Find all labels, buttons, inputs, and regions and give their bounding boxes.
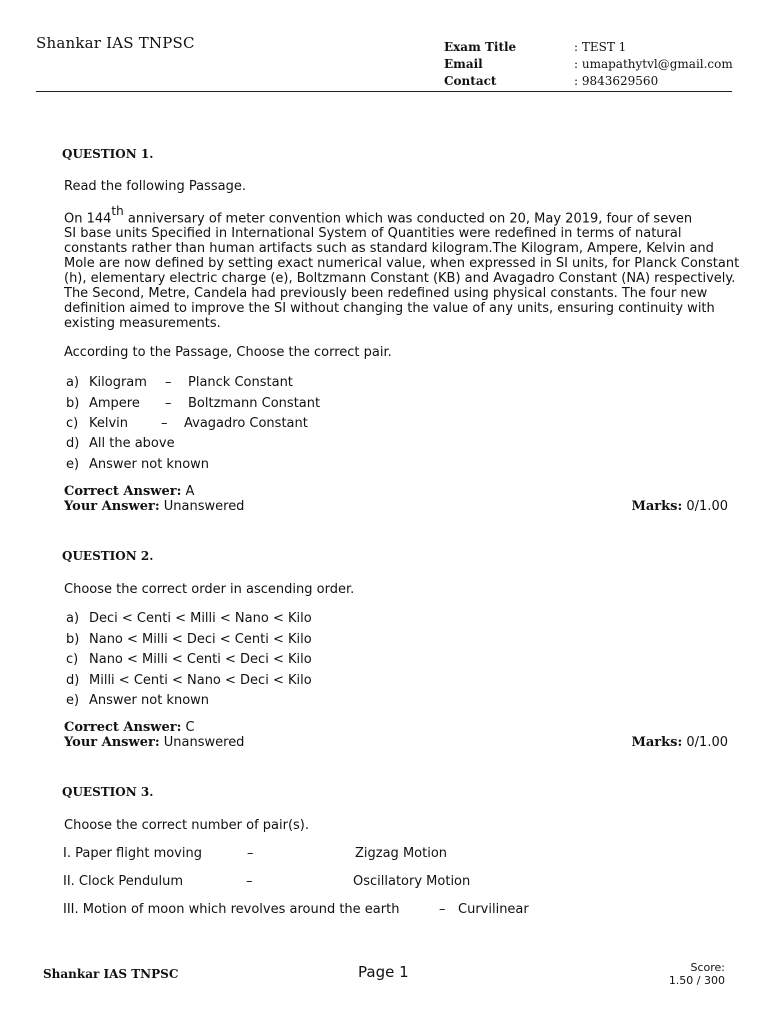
question-2-option-e[interactable] — [66, 693, 209, 708]
your-answer-label: Your Answer: — [64, 735, 160, 750]
question-2-correct-answer — [64, 720, 195, 735]
correct-answer-value: A — [185, 484, 195, 499]
question-1-option-b[interactable] — [66, 396, 320, 411]
question-3-heading: QUESTION 3. — [62, 785, 154, 799]
passage-prefix: On 144 — [64, 211, 112, 227]
email-row — [444, 55, 733, 72]
option-text: Nano < Milli < Centi < Deci < Kilo — [89, 652, 312, 667]
option-right: Avagadro Constant — [184, 416, 308, 431]
email-label: Email — [444, 56, 483, 71]
option-letter: e) — [66, 693, 80, 708]
option-text: Nano < Milli < Deci < Centi < Kilo — [89, 632, 312, 647]
question-1-heading: QUESTION 1. — [62, 147, 154, 161]
option-left: Kilogram — [89, 375, 147, 390]
pair-left: II. Clock Pendulum — [63, 874, 184, 889]
question-2-option-c[interactable] — [66, 652, 312, 667]
option-letter: d) — [66, 436, 80, 451]
option-letter: c) — [66, 652, 79, 667]
score-label: Score: — [690, 961, 725, 974]
pair-dash: – — [439, 902, 446, 917]
contact-row — [444, 72, 733, 89]
pair-left: I. Paper flight moving — [63, 846, 202, 861]
question-1-option-c[interactable] — [66, 416, 308, 431]
exam-info — [444, 38, 733, 89]
correct-answer-label: Correct Answer: — [64, 484, 182, 499]
footer-brand: Shankar IAS TNPSC — [43, 967, 179, 981]
option-text: All the above — [89, 436, 175, 451]
passage-body: SI base units Specified in International System of Quantities were redefined in terms of natural constants rather than human artifacts such as standard kilogram.The Kilogram, Ampere, Kelvin and Mole are now defined by setting exact numerical value, when expressed in SI units, for Planck Constant (h), elementary electric charge (e), Boltzmann Constant (KB) and Avagadro Constant (NA) respectively. The Second, Metre, Candela had previously been redefined using physical constants. The four new definition aimed to improve the SI without changing the value of any units, ensuring continuity with existing measurements. — [64, 226, 740, 332]
your-answer-value: Unanswered — [163, 735, 245, 750]
contact-value: : 9843629560 — [574, 73, 659, 88]
correct-answer-label: Correct Answer: — [64, 720, 182, 735]
option-text: Milli < Centi < Nano < Deci < Kilo — [89, 673, 312, 688]
option-letter: a) — [66, 611, 80, 626]
question-1-option-a[interactable] — [66, 375, 293, 390]
pair-right: Curvilinear — [458, 902, 529, 917]
option-text: Answer not known — [89, 693, 210, 708]
question-1-option-e[interactable] — [66, 457, 209, 472]
question-1-correct-answer — [64, 484, 194, 499]
question-1-intro: Read the following Passage. — [64, 179, 246, 194]
header-divider — [36, 91, 732, 92]
question-1-marks — [631, 499, 728, 514]
option-dash: – — [165, 396, 172, 411]
contact-label: Contact — [444, 73, 497, 88]
passage-line-1: anniversary of meter convention which was conducted on 20, May 2019, four of seven — [123, 211, 693, 227]
email-value: : umapathytvl@gmail.com — [574, 56, 733, 71]
your-answer-value: Unanswered — [163, 499, 245, 514]
pair-dash: – — [246, 874, 253, 889]
exam-title-value: : TEST 1 — [574, 39, 627, 54]
score-value: 1.50 / 300 — [668, 974, 725, 987]
question-2-option-a[interactable] — [66, 611, 312, 626]
option-letter: d) — [66, 673, 80, 688]
option-right: Boltzmann Constant — [188, 396, 321, 411]
option-letter: b) — [66, 396, 80, 411]
option-letter: e) — [66, 457, 80, 472]
header-brand: Shankar IAS TNPSC — [36, 34, 195, 52]
exam-title-label: Exam Title — [444, 39, 517, 54]
option-right: Planck Constant — [188, 375, 293, 390]
marks-value: 0/1.00 — [686, 499, 728, 514]
question-2-option-b[interactable] — [66, 632, 312, 647]
question-1-prompt: According to the Passage, Choose the correct pair. — [64, 345, 392, 360]
marks-label: Marks: — [631, 735, 683, 750]
option-left: Kelvin — [89, 416, 129, 431]
option-letter: a) — [66, 375, 80, 390]
question-1-your-answer — [64, 499, 244, 514]
option-dash: – — [161, 416, 168, 431]
option-letter: c) — [66, 416, 79, 431]
question-1-passage — [64, 206, 740, 331]
pair-right: Oscillatory Motion — [353, 874, 471, 889]
question-2-your-answer — [64, 735, 244, 750]
option-letter: b) — [66, 632, 80, 647]
question-2-heading: QUESTION 2. — [62, 549, 154, 563]
question-2-option-d[interactable] — [66, 673, 312, 688]
question-2-prompt: Choose the correct order in ascending order. — [64, 582, 355, 597]
correct-answer-value: C — [185, 720, 195, 735]
pair-left: III. Motion of moon which revolves around the earth — [63, 902, 400, 917]
score — [669, 961, 725, 987]
option-text: Answer not known — [89, 457, 210, 472]
option-text: Deci < Centi < Milli < Nano < Kilo — [89, 611, 312, 626]
passage-superscript: th — [111, 204, 124, 218]
pair-right: Zigzag Motion — [355, 846, 448, 861]
marks-label: Marks: — [631, 499, 683, 514]
question-1-option-d[interactable] — [66, 436, 175, 451]
page-number: Page 1 — [358, 963, 409, 981]
question-2-marks — [631, 735, 728, 750]
option-dash: – — [165, 375, 172, 390]
exam-title-row — [444, 38, 733, 55]
option-left: Ampere — [89, 396, 140, 411]
your-answer-label: Your Answer: — [64, 499, 160, 514]
marks-value: 0/1.00 — [686, 735, 728, 750]
pair-dash: – — [247, 846, 254, 861]
question-3-prompt: Choose the correct number of pair(s). — [64, 818, 310, 833]
